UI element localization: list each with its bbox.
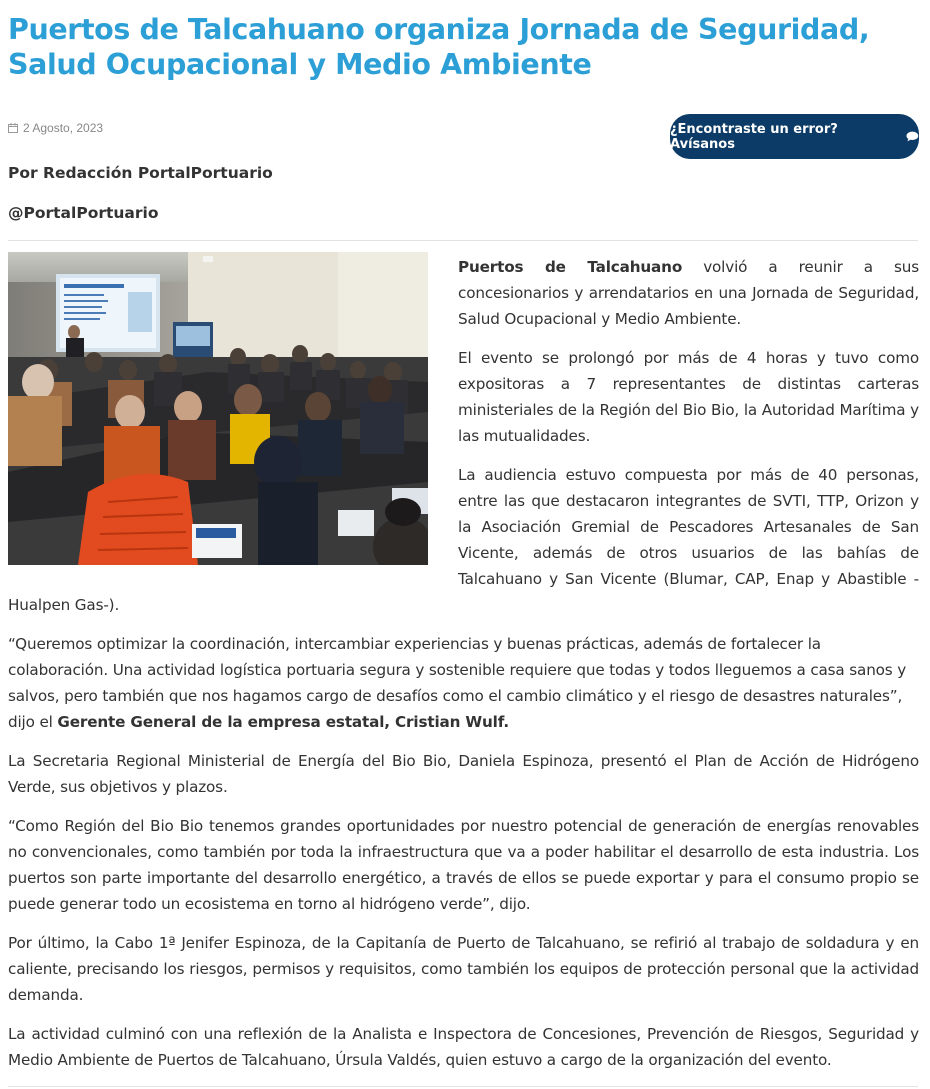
paragraph-3: La audiencia estuvo compuesta por más de 40 personas, entre las que destacaron integrantes de SVTI, TTP, Orizon y la Asociación Gremial de Pescadores Artesanales de San Vicente, además de otros usuarios de las bahías de Talcahuano y San Vicente (Blumar, CAP, Enap y Abastible -Hualpen Gas-). — [8, 466, 919, 614]
report-error-label: ¿Encontraste un error? Avísanos — [670, 121, 838, 152]
paragraph-4-text: “Queremos optimizar la coordinación, intercambiar experiencias y buenas prácticas, además de fortalecer la colaboración. Una actividad logística portuaria segura y sostenible requiere que todas y todos lleguemos a casa sanos y salvos, pero también que nos hagamos cargo de desafíos como el cambio climático y el riesgo de desastres naturales”, dijo el — [8, 635, 907, 731]
date-text: 2 Agosto, 2023 — [23, 121, 104, 135]
paragraph-4 — [8, 631, 919, 735]
paragraph-8: La actividad culminó con una reflexión de la Analista e Inspectora de Concesiones, Prevención de Riesgos, Seguridad y Medio Ambiente de Puertos de Talcahuano, Úrsula Valdés, quien estuvo a cargo de la organización del evento. — [8, 1025, 919, 1069]
paragraph-4-strong: Gerente General de la empresa estatal, Cristian Wulf. — [57, 713, 509, 731]
author-handle: @PortalPortuario — [8, 204, 159, 222]
paragraph-5: La Secretaria Regional Ministerial de Energía del Bio Bio, Daniela Espinoza, presentó el Plan de Acción de Hidrógeno Verde, sus objetivos y plazos. — [8, 752, 919, 796]
article-body — [8, 254, 919, 1086]
report-error-button[interactable] — [670, 114, 919, 159]
divider-bottom — [8, 1086, 918, 1087]
org-name: Puertos de Talcahuano — [458, 258, 683, 276]
paragraph-1-text: volvió a reunir a sus concesionarios y arrendatarios en una Jornada de Seguridad, Salud Ocupacional y Medio Ambiente. — [458, 258, 920, 328]
image-float-spacer — [8, 254, 458, 570]
paragraph-7: Por último, la Cabo 1ª Jenifer Espinoza, de la Capitanía de Puerto de Talcahuano, se refirió al trabajo de soldadura y en caliente, precisando los riesgos, permisos y requisitos, como también los equipos de protección personal que la actividad demanda. — [8, 934, 919, 1004]
author-byline: Por Redacción PortalPortuario — [8, 164, 273, 182]
chat-bubble-icon — [906, 131, 919, 142]
paragraph-2: El evento se prolongó por más de 4 horas y tuvo como expositoras a 7 representantes de distintas carteras ministeriales de la Región del Bio Bio, la Autoridad Marítima y las mutualidades. — [458, 349, 919, 445]
divider — [8, 240, 918, 241]
calendar-icon — [8, 123, 18, 133]
article-title: Puertos de Talcahuano organiza Jornada de Seguridad, Salud Ocupacional y Medio Ambiente — [8, 13, 870, 81]
paragraph-6: “Como Región del Bio Bio tenemos grandes oportunidades por nuestro potencial de generación de energías renovables no convencionales, como también por toda la infraestructura que va a poder habilitar el desarrollo de esta industria. Los puertos son parte importante del desarrollo energético, a través de ellos se puede exportar y para el consumo propio se puede generar todo un ecosistema en torno al hidrógeno verde”, dijo. — [8, 817, 919, 913]
article-date — [8, 121, 103, 135]
